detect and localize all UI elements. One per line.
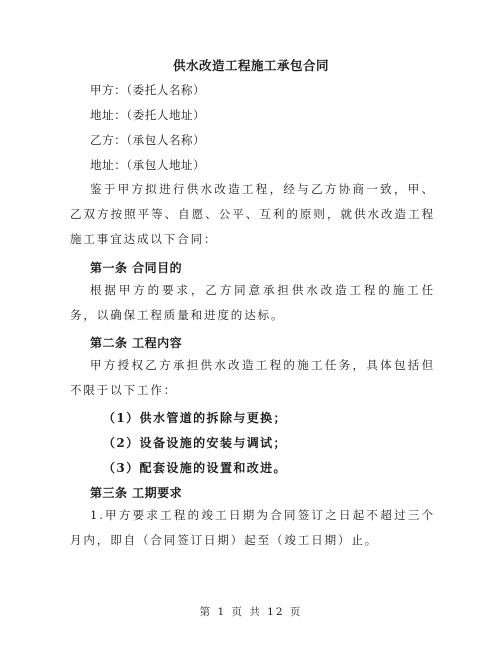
- document-title: 供水改造工程施工承包合同: [172, 58, 329, 73]
- preamble-paragraph: 鉴于甲方拟进行供水改造工程，经与乙方协商一致，甲、乙双方按照平等、自愿、公平、互利的原则，就供水改造工程施工事宜达成以下合同：: [70, 182, 435, 246]
- section-1-body: 根据甲方的要求，乙方同意承担供水改造工程的施工任务，以确保工程质量和进度的达标。: [70, 283, 435, 322]
- section-2-body: 甲方授权乙方承担供水改造工程的施工任务，具体包括但不限于以下工作：: [70, 358, 435, 397]
- section-3-heading: 第三条 工期要求: [90, 486, 183, 500]
- party-a-address-line: 地址：（委托人地址）: [90, 108, 206, 122]
- party-a-line: 甲方：（委托人名称）: [90, 83, 206, 97]
- section-2-item-1: （1）供水管道的拆除与更换；: [103, 411, 287, 425]
- party-b-address-line: 地址：（承包人地址）: [90, 158, 206, 172]
- section-3-body: 1.甲方要求工程的竣工日期为合同签订之日起不超过三个月内，即自（合同签订日期）起至（竣工日期）止。: [70, 508, 435, 547]
- section-1-heading: 第一条 合同目的: [90, 261, 183, 275]
- section-2-item-2: （2）设备设施的安装与调试；: [103, 436, 287, 450]
- section-2-item-3: （3）配套设施的设置和改进。: [103, 461, 287, 475]
- section-2-heading: 第二条 工程内容: [90, 336, 183, 350]
- party-b-line: 乙方：（承包人名称）: [90, 133, 206, 147]
- page-number: 第 1 页 共 12 页: [199, 606, 303, 618]
